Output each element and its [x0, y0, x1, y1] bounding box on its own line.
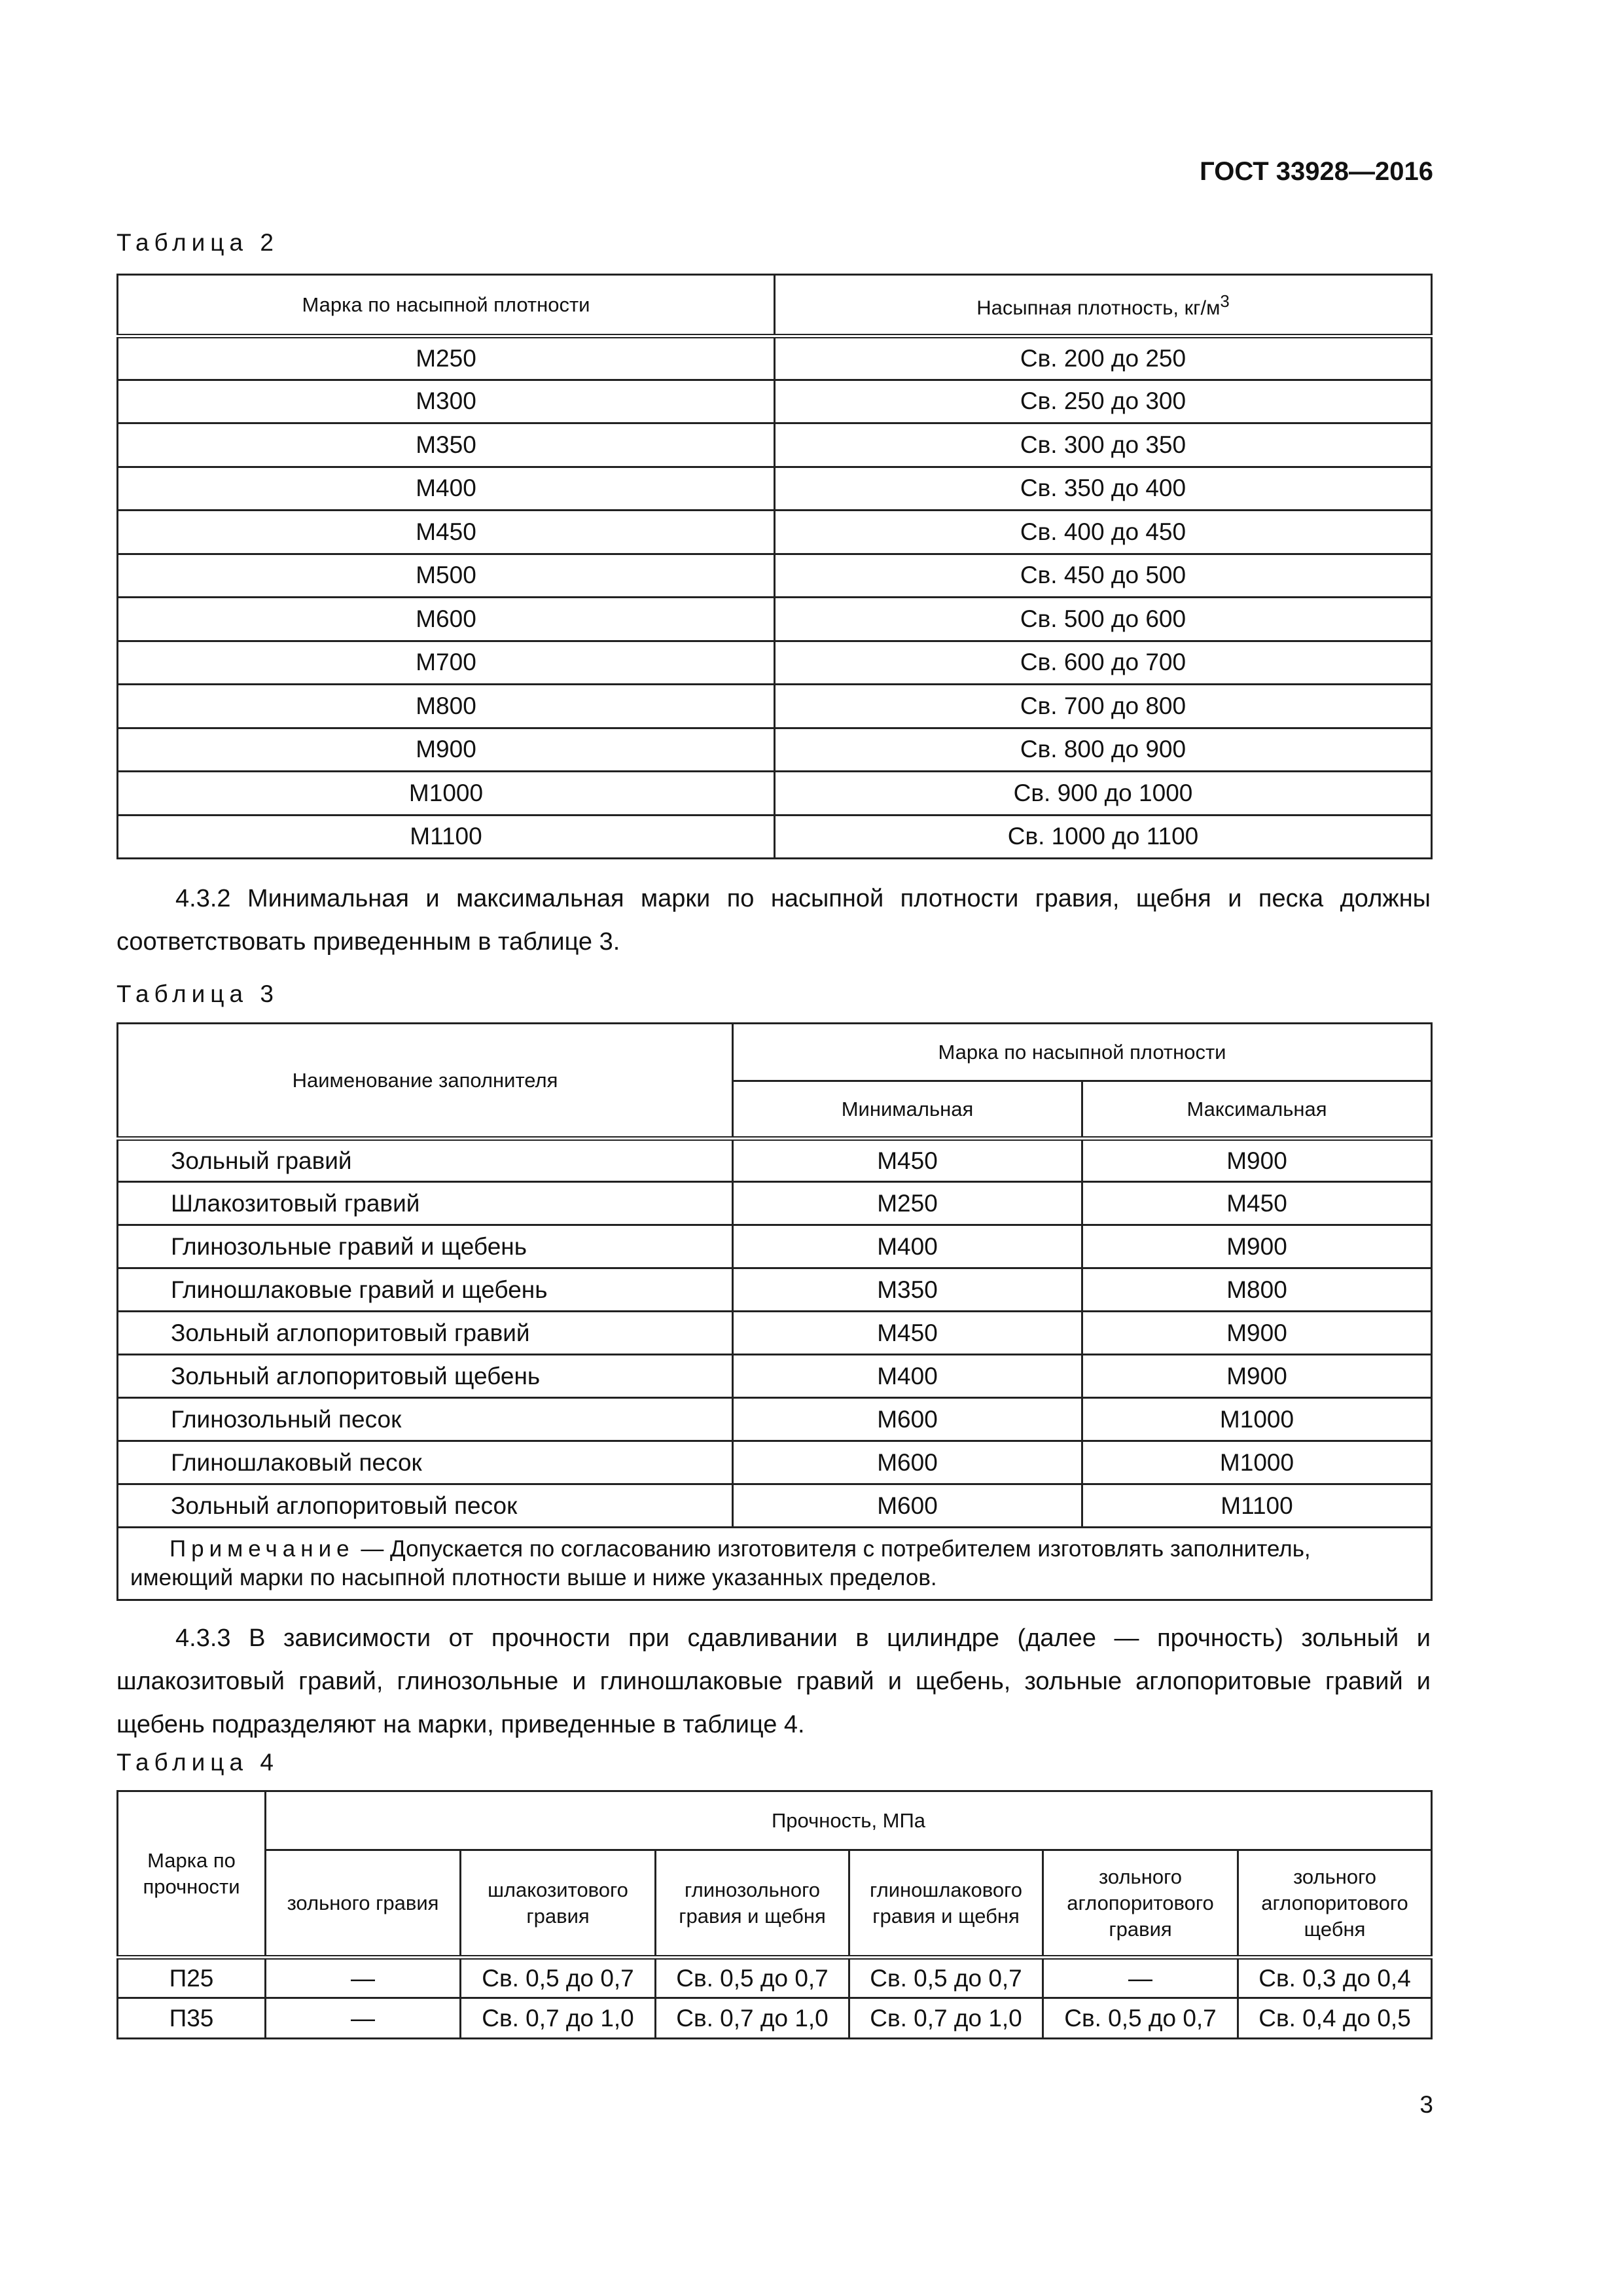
table-4-row-cell: Св. 0,3 до 0,4 [1238, 1958, 1432, 1998]
paragraph-4-3-3-text: 4.3.3 В зависимости от прочности при сдавливании в цилиндре (далее — прочность) зольный и шлакозитовый гравий, глинозольные и глиношлаковые гравий и щебень, зольные аглопоритовые гравий и щебень подразделяют на марки, приведенные в таблице 4. [116, 1624, 1431, 1738]
table-2-row [118, 423, 1432, 467]
table-2-row-cell: Св. 400 до 450 [775, 511, 1432, 554]
table-4-row-cell: Св. 0,5 до 0,7 [1043, 1998, 1238, 2039]
table-3-row-cell: Глиношлаковый песок [118, 1441, 733, 1484]
table-2-row-cell: М900 [118, 728, 775, 772]
table-3-row-cell: Зольный аглопоритовый гравий [118, 1312, 733, 1355]
table-4-row-cell: Св. 0,7 до 1,0 [849, 1998, 1043, 2039]
table-3-label: Таблица 3 [116, 980, 279, 1007]
table-4-row-cell: — [1043, 1958, 1238, 1998]
table-3-row-cell: Глиношлаковые гравий и щебень [118, 1268, 733, 1312]
table-2-row-cell: М600 [118, 598, 775, 641]
table-3-row-cell: Зольный аглопоритовый щебень [118, 1355, 733, 1398]
table-4-row-cell: Св. 0,4 до 0,5 [1238, 1998, 1432, 2039]
table-2-row-cell: Св. 800 до 900 [775, 728, 1432, 772]
table-3-row [118, 1398, 1432, 1441]
table-2-row [118, 467, 1432, 511]
table-2-row-cell: Св. 900 до 1000 [775, 772, 1432, 816]
paragraph-4-3-2 [116, 877, 1431, 963]
table-2-header-grade: Марка по насыпной плотности [118, 275, 775, 336]
table-2-row [118, 685, 1432, 728]
table-3-row-cell: М900 [1082, 1312, 1432, 1355]
table-3-row [118, 1182, 1432, 1225]
table-3-note [118, 1528, 1432, 1600]
table-3-row-cell: М900 [1082, 1139, 1432, 1182]
table-3-row-cell: Зольный аглопоритовый песок [118, 1484, 733, 1528]
table-4-subheader: глинозольного гравия и щебня [656, 1850, 849, 1958]
table-2-row [118, 554, 1432, 598]
table-4-header-group: Прочность, МПа [266, 1791, 1432, 1850]
table-4-subheader: шлакозитового гравия [461, 1850, 656, 1958]
table-2-row-cell: М500 [118, 554, 775, 598]
table-2-header-density-text: Насыпная плотность, кг/м [976, 296, 1221, 319]
table-2-row [118, 380, 1432, 423]
table-4-row-cell: Св. 0,7 до 1,0 [461, 1998, 656, 2039]
table-3-header-name: Наименование заполнителя [118, 1024, 733, 1139]
table-2-row [118, 728, 1432, 772]
table-2-row-cell: Св. 250 до 300 [775, 380, 1432, 423]
table-3-row [118, 1355, 1432, 1398]
table-3-row-cell: Зольный гравий [118, 1139, 733, 1182]
table-2-row [118, 772, 1432, 816]
paragraph-4-3-3 [116, 1617, 1431, 1746]
table-3-row-cell: М450 [733, 1312, 1082, 1355]
table-3-row [118, 1441, 1432, 1484]
table-2-row-cell: М350 [118, 423, 775, 467]
table-3-row-cell: М450 [1082, 1182, 1432, 1225]
table-3-row [118, 1268, 1432, 1312]
table-3-header-group: Марка по насыпной плотности [733, 1024, 1432, 1081]
table-3-row [118, 1484, 1432, 1528]
table-3-row-cell: М350 [733, 1268, 1082, 1312]
table-2-header-density [775, 275, 1432, 336]
table-3-note-label: Примечание [169, 1536, 355, 1562]
table-2-row-cell: Св. 1000 до 1100 [775, 815, 1432, 859]
table-4-header-grade: Марка по прочности [118, 1791, 266, 1958]
table-3-row [118, 1139, 1432, 1182]
table-3-row-cell: М1000 [1082, 1398, 1432, 1441]
table-4-subheader: глиношлакового гравия и щебня [849, 1850, 1043, 1958]
table-2-row-cell: Св. 300 до 350 [775, 423, 1432, 467]
table-4 [116, 1790, 1433, 2039]
table-3-row-cell: М600 [733, 1484, 1082, 1528]
table-3-row-cell: М450 [733, 1139, 1082, 1182]
table-4-row-cell: Св. 0,5 до 0,7 [461, 1958, 656, 1998]
table-3-row-cell: М250 [733, 1182, 1082, 1225]
table-2-row-cell: М450 [118, 511, 775, 554]
table-2-row-cell: М300 [118, 380, 775, 423]
table-2-row-cell: Св. 200 до 250 [775, 336, 1432, 380]
table-3-row-cell: Глинозольный песок [118, 1398, 733, 1441]
table-3-header-min: Минимальная [733, 1081, 1082, 1139]
table-2-row-cell: М250 [118, 336, 775, 380]
table-2 [116, 274, 1433, 859]
table-4-subheader-row [118, 1850, 1432, 1958]
table-2-row [118, 511, 1432, 554]
table-4-row-cell: Св. 0,5 до 0,7 [849, 1958, 1043, 1998]
table-3-row-cell: М1100 [1082, 1484, 1432, 1528]
table-2-row-cell: М400 [118, 467, 775, 511]
table-2-row-cell: М700 [118, 641, 775, 685]
table-3-row-cell: М400 [733, 1355, 1082, 1398]
table-2-row [118, 598, 1432, 641]
table-3-row-cell: Глинозольные гравий и щебень [118, 1225, 733, 1268]
table-2-row-cell: Св. 350 до 400 [775, 467, 1432, 511]
table-3-row-cell: М600 [733, 1441, 1082, 1484]
table-3-row [118, 1225, 1432, 1268]
table-4-row [118, 1958, 1432, 1998]
table-2-row-cell: М800 [118, 685, 775, 728]
table-4-row-cell: — [266, 1998, 461, 2039]
table-2-body [118, 336, 1432, 859]
table-3-row-cell: М600 [733, 1398, 1082, 1441]
table-3-row [118, 1312, 1432, 1355]
table-3-row-cell: М900 [1082, 1355, 1432, 1398]
table-4-row-cell: Св. 0,7 до 1,0 [656, 1998, 849, 2039]
table-3 [116, 1022, 1433, 1601]
table-3-row-cell: М400 [733, 1225, 1082, 1268]
table-4-subheader: зольного аглопоритового щебня [1238, 1850, 1432, 1958]
table-3-header-max: Максимальная [1082, 1081, 1432, 1139]
table-3-row-cell: М1000 [1082, 1441, 1432, 1484]
paragraph-4-3-2-text: 4.3.2 Минимальная и максимальная марки по насыпной плотности гравия, щебня и песка должны соответствовать приведенным в таблице 3. [116, 885, 1431, 956]
table-2-row-cell: Св. 500 до 600 [775, 598, 1432, 641]
table-3-body [118, 1139, 1432, 1528]
table-4-row [118, 1998, 1432, 2039]
table-2-row [118, 336, 1432, 380]
table-2-row [118, 641, 1432, 685]
table-3-row-cell: М800 [1082, 1268, 1432, 1312]
table-3-row-cell: Шлакозитовый гравий [118, 1182, 733, 1225]
standard-designation: ГОСТ 33928—2016 [1200, 157, 1433, 186]
table-2-header-density-exponent: 3 [1220, 292, 1230, 311]
table-4-row-cell: — [266, 1958, 461, 1998]
table-4-row-cell: П25 [118, 1958, 266, 1998]
table-2-row-cell: Св. 450 до 500 [775, 554, 1432, 598]
table-3-note-text: — Допускается по согласованию изготовителя с потребителем изготовлять заполнитель, имеющий марки по насыпной плотности выше и ниже указанных пределов. [130, 1536, 1311, 1590]
table-4-body [118, 1958, 1432, 2039]
table-2-row-cell: Св. 700 до 800 [775, 685, 1432, 728]
table-2-row-cell: М1000 [118, 772, 775, 816]
page-number: 3 [1419, 2091, 1433, 2118]
table-4-label: Таблица 4 [116, 1749, 279, 1776]
table-2-label: Таблица 2 [116, 229, 279, 256]
table-2-row-cell: М1100 [118, 815, 775, 859]
table-3-row-cell: М900 [1082, 1225, 1432, 1268]
table-2-row [118, 815, 1432, 859]
table-4-row-cell: Св. 0,5 до 0,7 [656, 1958, 849, 1998]
table-4-row-cell: П35 [118, 1998, 266, 2039]
table-4-subheader: зольного гравия [266, 1850, 461, 1958]
table-2-row-cell: Св. 600 до 700 [775, 641, 1432, 685]
table-4-subheader: зольного аглопоритового гравия [1043, 1850, 1238, 1958]
